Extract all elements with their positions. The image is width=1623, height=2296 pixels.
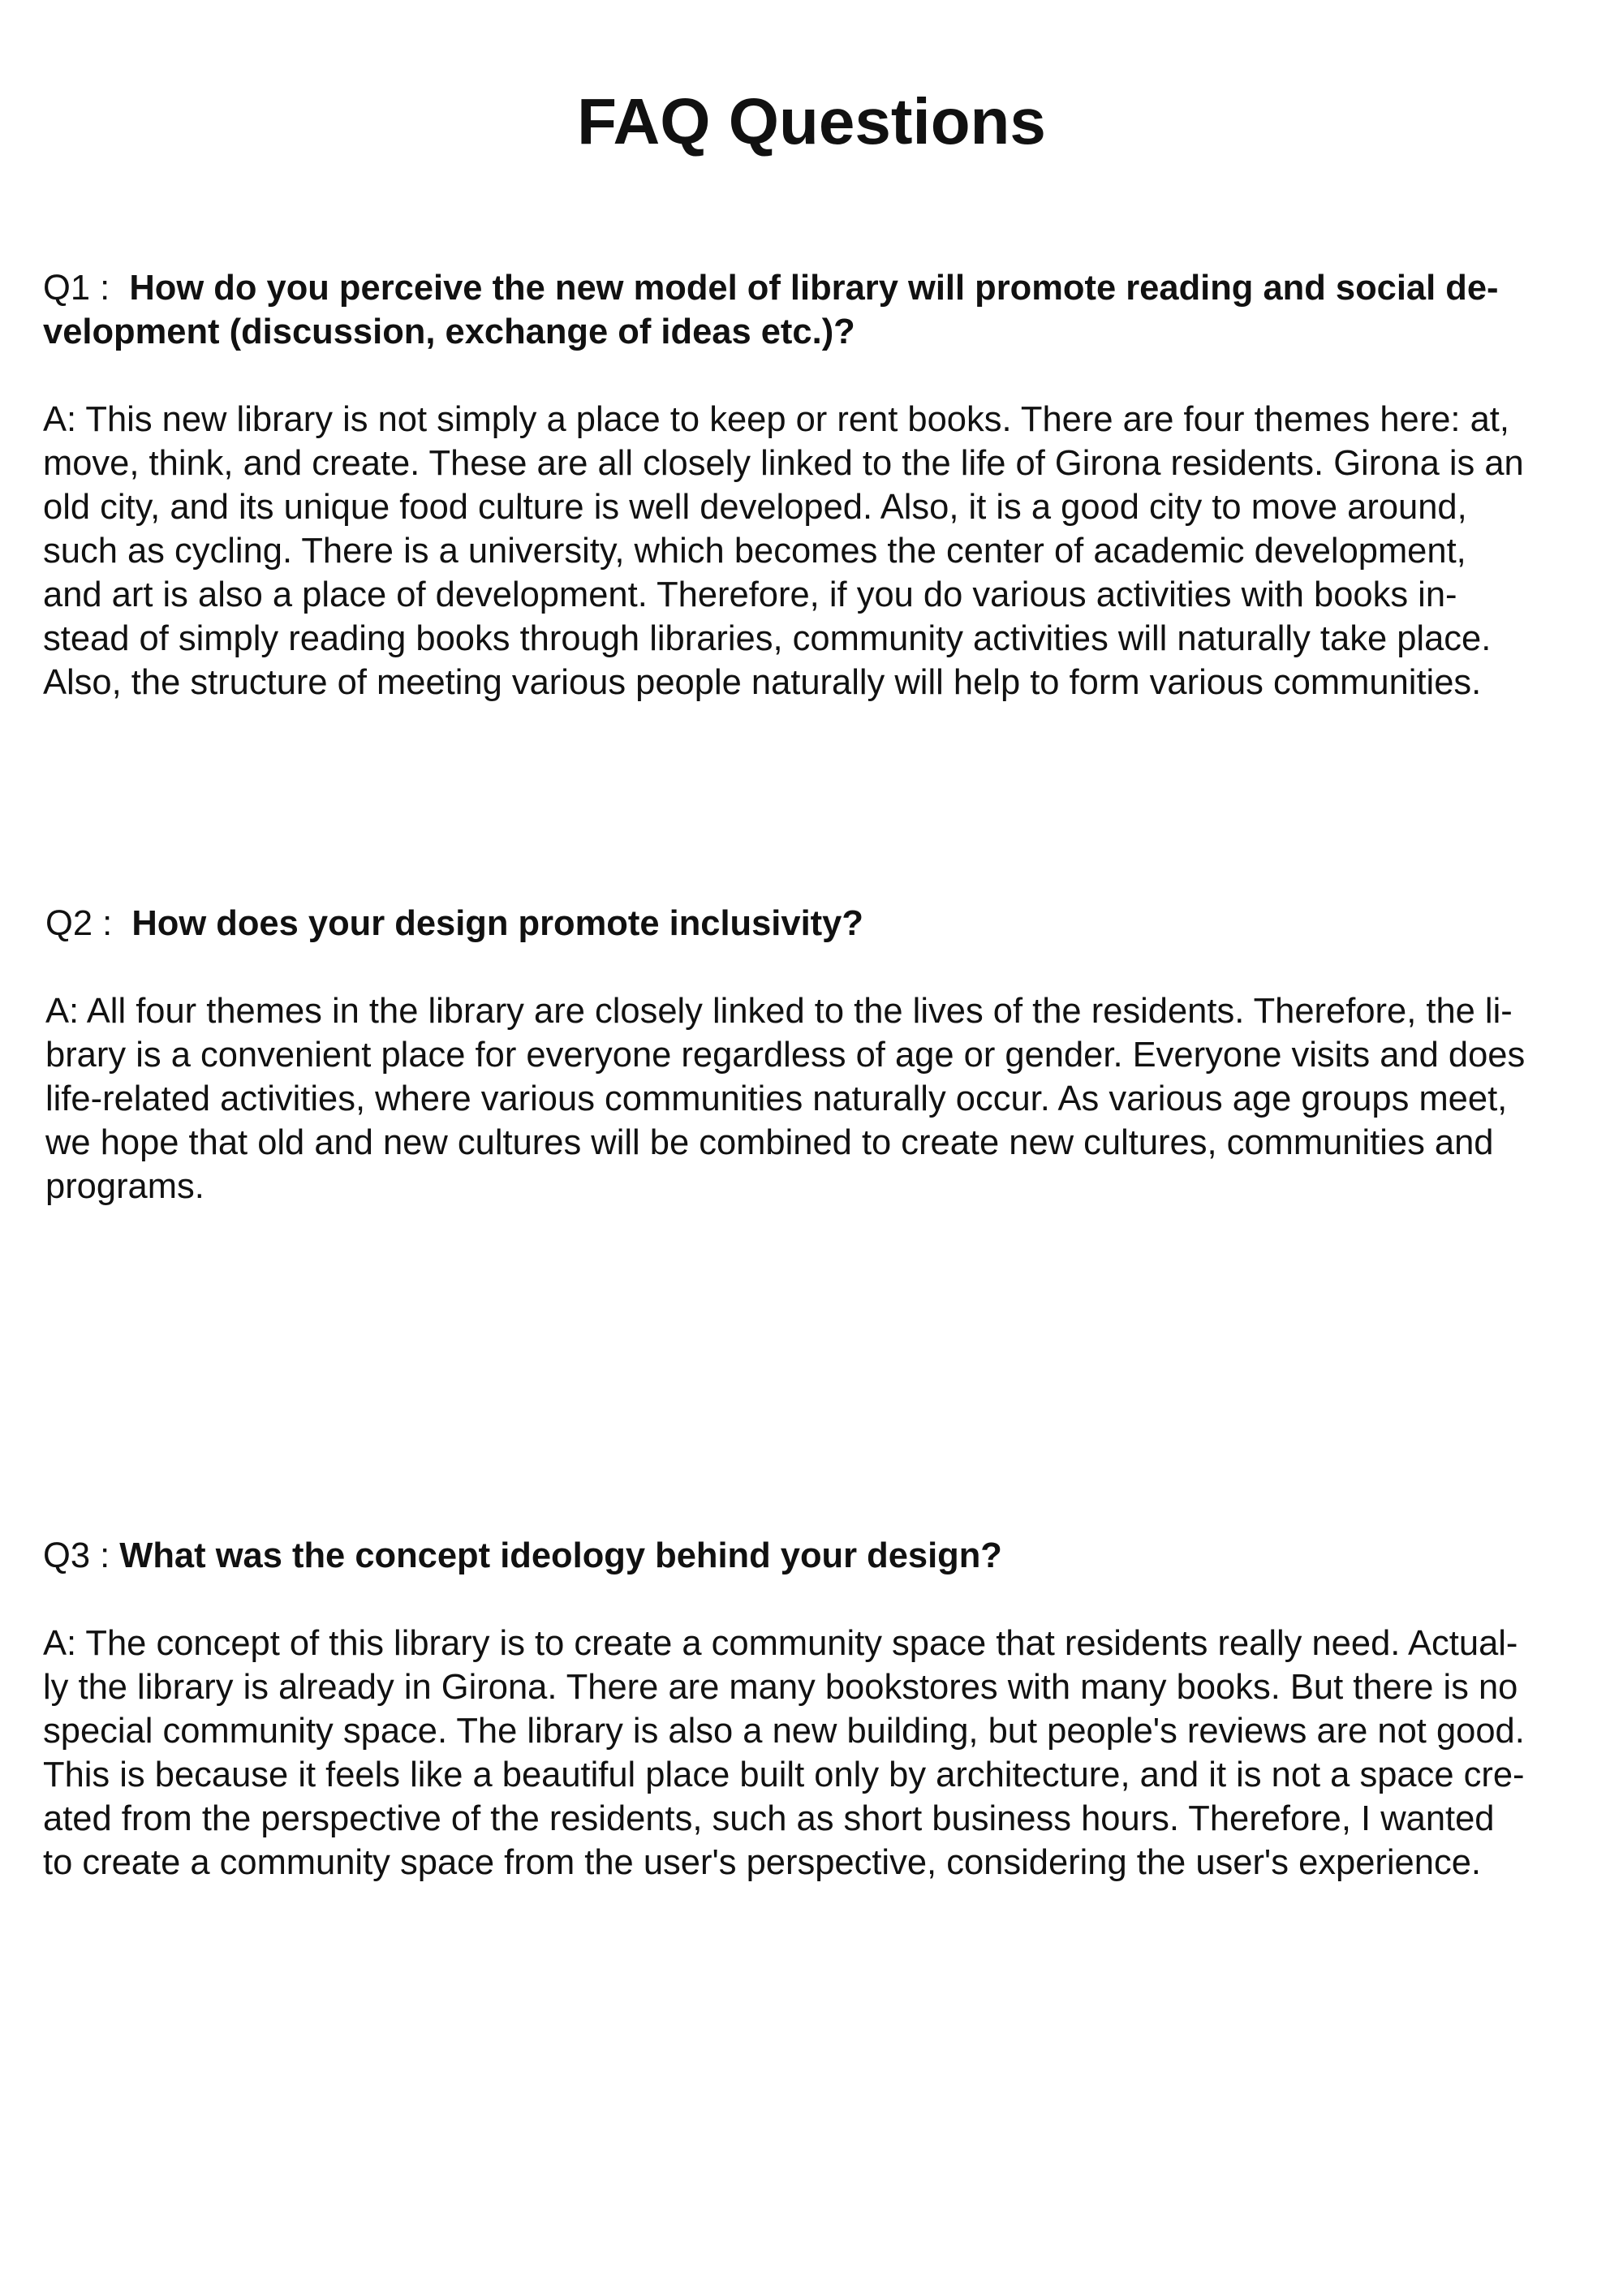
question-prefix: Q2 : bbox=[45, 904, 132, 943]
question-text: What was the concept ideology behind your design? bbox=[119, 1536, 1002, 1575]
faq-item-q2 bbox=[45, 902, 1587, 1208]
question-prefix: Q3 : bbox=[43, 1536, 120, 1575]
question-text: How does your design promote inclusivity? bbox=[131, 904, 863, 943]
question-prefix: Q1 : bbox=[43, 269, 130, 308]
question-q1 bbox=[43, 266, 1585, 354]
faq-item-q1 bbox=[43, 266, 1585, 704]
question-text: How do you perceive the new model of library will promote reading and social de- velopment (discussion, exchange of ideas etc.)? bbox=[43, 269, 1499, 351]
question-q3 bbox=[43, 1534, 1585, 1578]
faq-item-q3 bbox=[43, 1534, 1585, 1885]
answer-q1: A: This new library is not simply a place to keep or rent books. There are four themes here: at, move, think, and create. These are all closely linked to the life of Girona residents. Girona is an old city, and its unique food culture is well developed. Also, it is a good city to move around, such as cycling. There is a university, which becomes the center of academic development, and art is also a place of development. Therefore, if you do various activities with books in- stead of simply reading books through libraries, community activities will naturally take place. Also, the structure of meeting various people naturally will help to form various communities. bbox=[43, 400, 1524, 702]
answer-q3: A: The concept of this library is to create a community space that residents really need. Actual- ly the library is already in Girona. There are many bookstores with many books. But there is no special community space. The library is also a new building, but people's reviews are not good. This is because it feels like a beautiful place built only by architecture, and it is not a space cre- ated from the perspective of the residents, such as short business hours. Therefore, I wanted to create a community space from the user's perspective, considering the user's experience. bbox=[43, 1624, 1525, 1882]
answer-q2: A: All four themes in the library are closely linked to the lives of the residents. Therefore, the li- brary is a convenient place for everyone regardless of age or gender. Everyone visits and does life-related activities, where various communities naturally occur. As various age groups meet, we hope that old and new cultures will be combined to create new cultures, communities and programs. bbox=[45, 992, 1526, 1206]
question-q2 bbox=[45, 902, 1587, 946]
page-title: FAQ Questions bbox=[577, 85, 1046, 157]
